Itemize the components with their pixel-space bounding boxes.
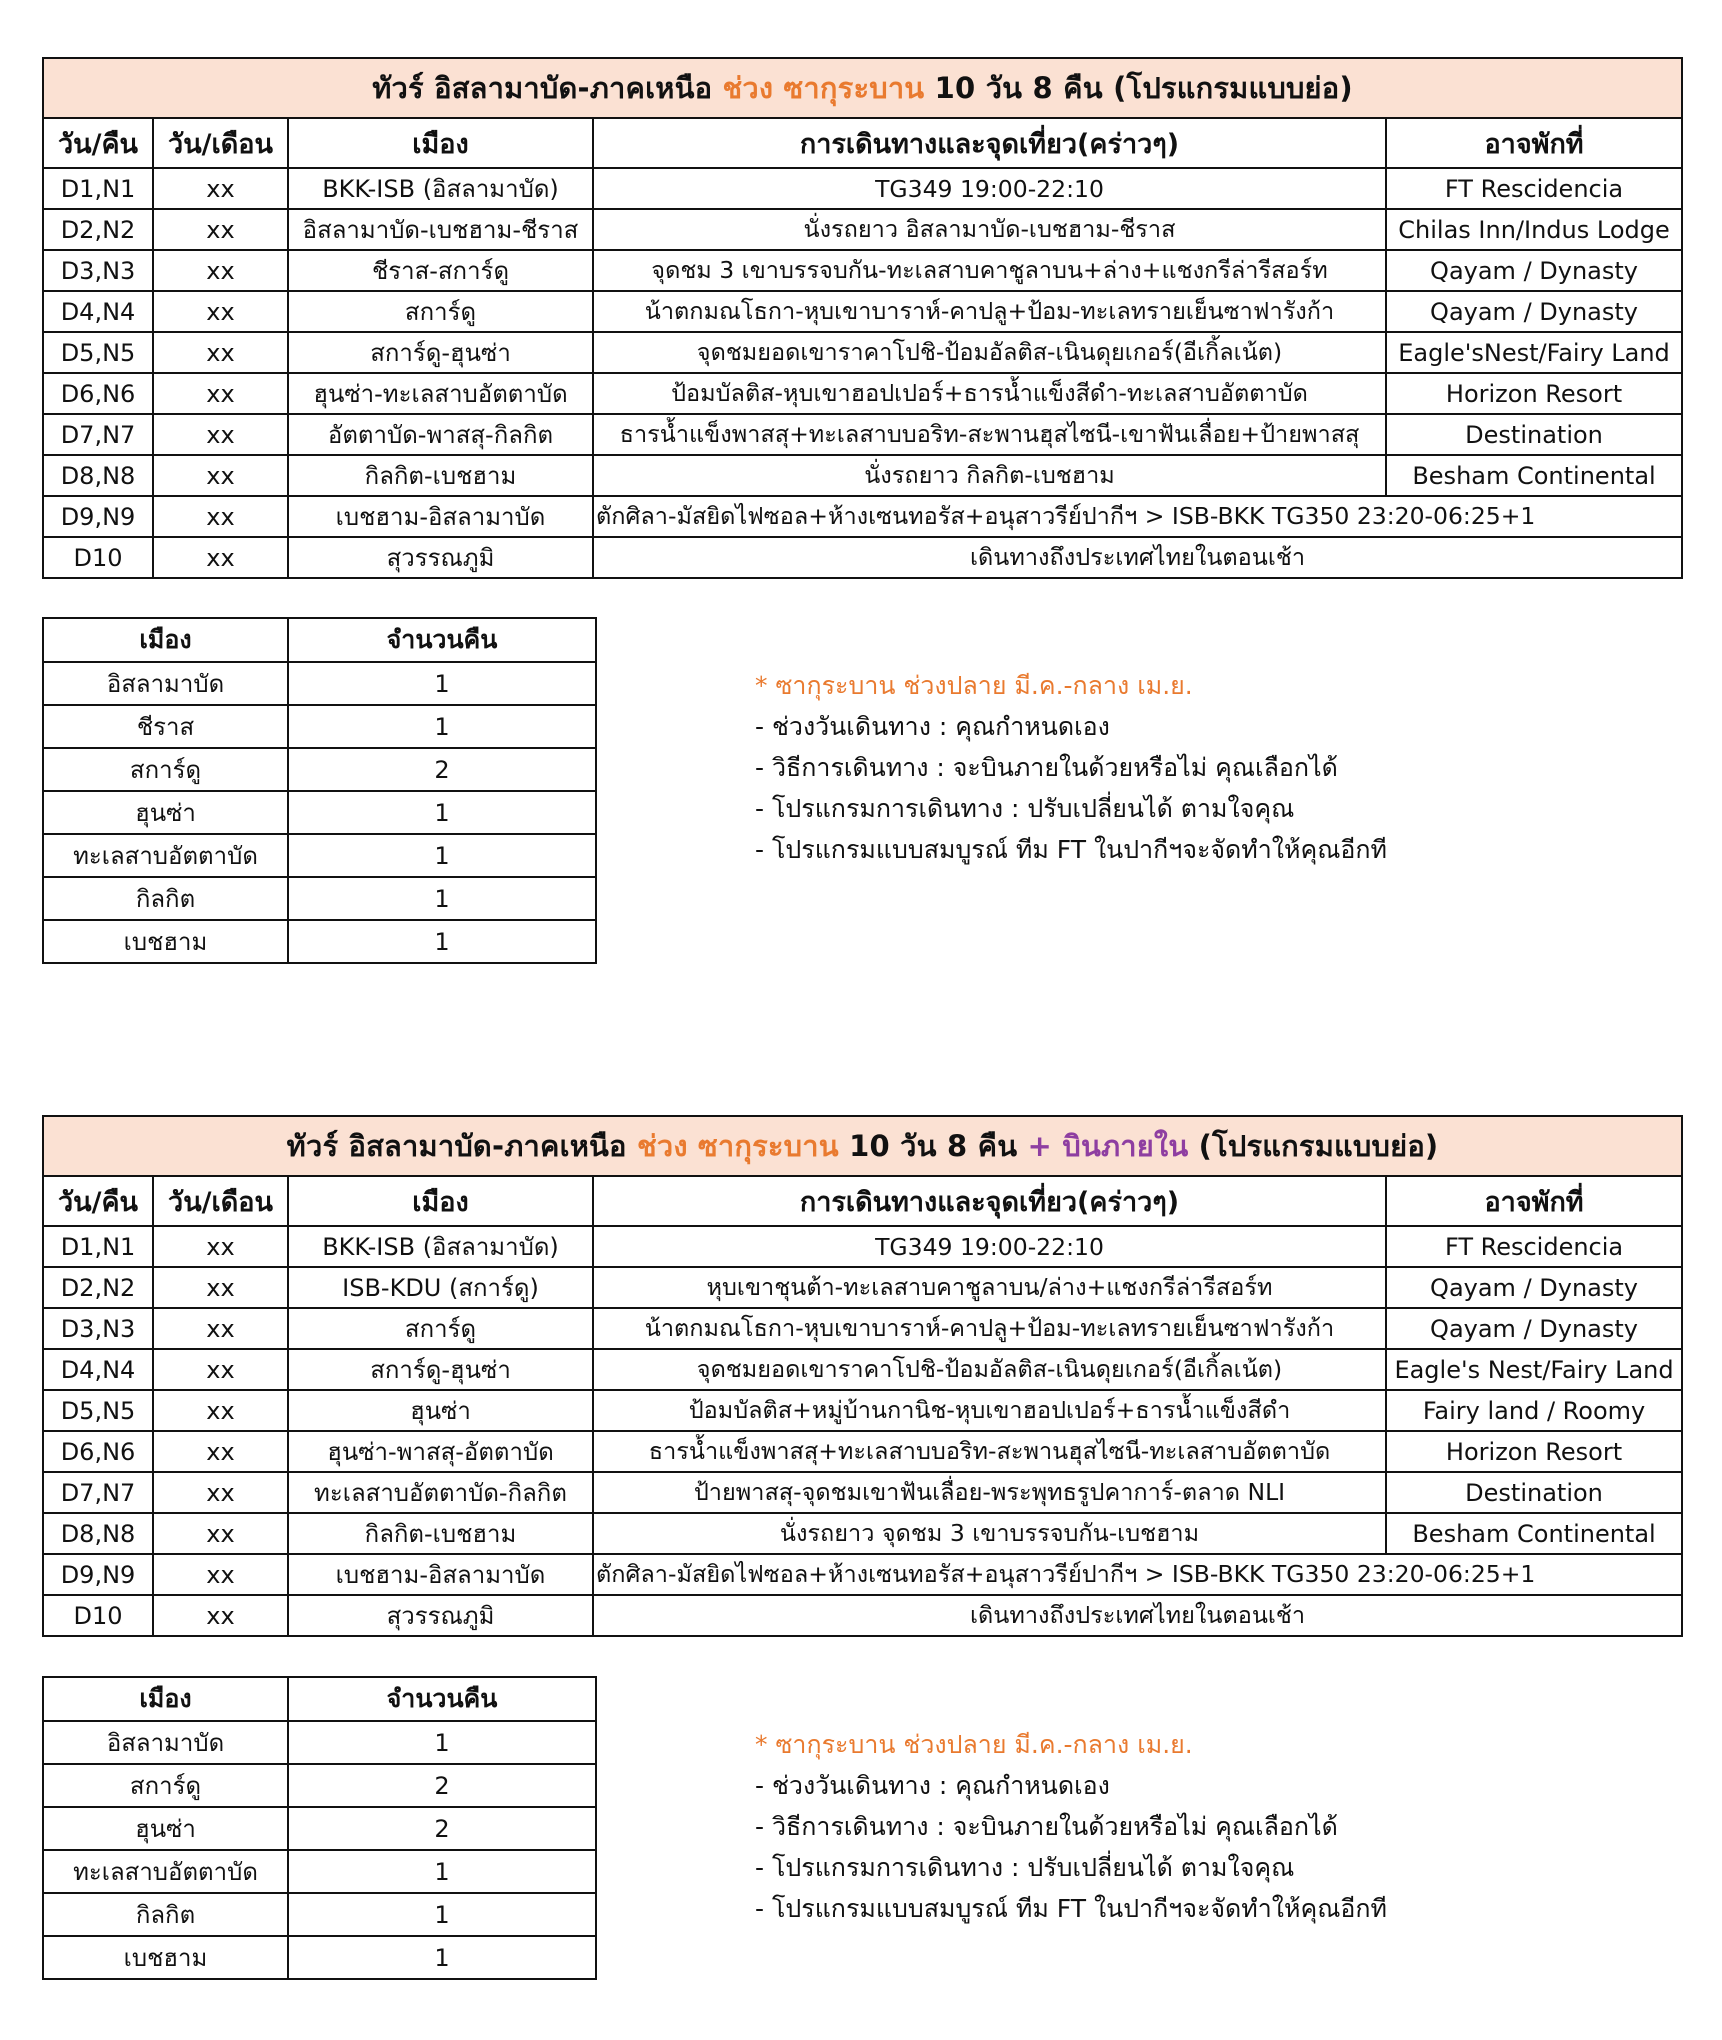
nights-count-cell: 1 [288,920,596,963]
nights-city-cell: เบชฮาม [43,1936,288,1979]
city-cell: ฮุนซ่า-ทะเลสาบอัตตาบัด [288,373,593,414]
city-cell: ฮุนซ่า [288,1390,593,1431]
note-line: * ซากุระบาน ช่วงปลาย มี.ค.-กลาง เม.ย. [755,1730,1193,1759]
date-cell: xx [153,1554,288,1595]
day-cell: D8,N8 [43,455,153,496]
day-cell: D1,N1 [43,168,153,209]
route-cell: ธารน้ำแข็งพาสสุ+ทะเลสาบบอริท-สะพานฮุสไซนี-ทะเลสาบอัตตาบัด [593,1431,1386,1472]
nights-count-cell: 1 [288,877,596,920]
city-cell: เบชฮาม-อิสลามาบัด [288,496,593,537]
table-row [43,1554,1682,1595]
city-cell: สุวรรณภูมิ [288,1595,593,1636]
hotel-cell: Qayam / Dynasty [1386,291,1682,332]
note-line: * ซากุระบาน ช่วงปลาย มี.ค.-กลาง เม.ย. [755,671,1193,700]
nights-city-cell: อิสลามาบัด [43,662,288,705]
nights-body [43,1721,596,1979]
hotel-cell: FT Rescidencia [1386,168,1682,209]
hotel-cell: Horizon Resort [1386,1431,1682,1472]
tour2-nights-table [42,1676,597,1980]
date-cell: xx [153,414,288,455]
day-cell: D4,N4 [43,291,153,332]
tour1-notes [755,665,1387,870]
hotel-cell: Horizon Resort [1386,373,1682,414]
nights-header-city: เมือง [43,618,288,662]
city-cell: กิลกิต-เบชฮาม [288,455,593,496]
date-cell: xx [153,250,288,291]
table-row [43,1472,1682,1513]
route-cell: ป้ายพาสสุ-จุดชมเขาฟันเลื่อย-พระพุทธรูปคาการ์-ตลาด NLI [593,1472,1386,1513]
day-cell: D3,N3 [43,1308,153,1349]
nights-count-cell: 2 [288,748,596,791]
city-cell: อิสลามาบัด-เบชฮาม-ชีราส [288,209,593,250]
day-cell: D7,N7 [43,414,153,455]
route-cell: ตักศิลา-มัสยิดไฟซอล+ห้างเซนทอรัส+อนุสาวรีย์ปากีฯ > ISB-BKK TG350 23:20-06:25+1 [593,1554,1682,1595]
nights-count-cell: 2 [288,1764,596,1807]
nights-header-city: เมือง [43,1677,288,1721]
table-row [43,791,596,834]
itinerary-table [42,1115,1683,1637]
tour1-itinerary [42,57,1681,579]
nights-city-cell: ฮุนซ่า [43,1807,288,1850]
route-cell: เดินทางถึงประเทศไทยในตอนเช้า [593,537,1682,578]
nights-body [43,662,596,963]
hotel-cell: FT Rescidencia [1386,1226,1682,1267]
table-row [43,877,596,920]
route-cell: เดินทางถึงประเทศไทยในตอนเช้า [593,1595,1682,1636]
table-row [43,1807,596,1850]
table-row [43,1513,1682,1554]
header-hotel: อาจพักที่ [1386,1176,1682,1226]
day-cell: D6,N6 [43,1431,153,1472]
day-cell: D9,N9 [43,1554,153,1595]
table-row [43,1764,596,1807]
hotel-cell: Qayam / Dynasty [1386,250,1682,291]
day-cell: D4,N4 [43,1349,153,1390]
route-cell: ป้อมบัลติส-หุบเขาฮอปเปอร์+ธารน้ำแข็งสีดำ-ทะเลสาบอัตตาบัด [593,373,1386,414]
table-row [43,332,1682,373]
city-cell: สการ์ดู [288,291,593,332]
nights-city-cell: กิลกิต [43,877,288,920]
table-row [43,920,596,963]
nights-count-cell: 1 [288,1850,596,1893]
hotel-cell: Destination [1386,1472,1682,1513]
city-cell: อัตตาบัด-พาสสุ-กิลกิต [288,414,593,455]
date-cell: xx [153,1431,288,1472]
table-row [43,1267,1682,1308]
city-cell: สการ์ดู-ฮุนซ่า [288,332,593,373]
day-cell: D9,N9 [43,496,153,537]
city-cell: BKK-ISB (อิสลามาบัด) [288,168,593,209]
note-line: - โปรแกรมแบบสมบูรณ์ ทีม FT ในปากีฯจะจัดทำให้คุณอีกที [755,835,1388,864]
route-cell: น้าตกมณโธกา-หุบเขาบาราห์-คาปลู+ป้อม-ทะเลทรายเย็นซาฟารังก้า [593,291,1386,332]
itinerary-body [43,1226,1682,1636]
table-row [43,705,596,748]
header-date: วัน/เดือน [153,118,288,168]
route-cell: น้าตกมณโธกา-หุบเขาบาราห์-คาปลู+ป้อม-ทะเลทรายเย็นซาฟารังก้า [593,1308,1386,1349]
table-row [43,662,596,705]
route-cell: นั่งรถยาว กิลกิต-เบชฮาม [593,455,1386,496]
nights-count-cell: 1 [288,1721,596,1764]
nights-city-cell: ทะเลสาบอัตตาบัด [43,1850,288,1893]
nights-header-count: จำนวนคืน [288,1677,596,1721]
nights-count-cell: 2 [288,1807,596,1850]
date-cell: xx [153,1472,288,1513]
tour1-nights-table [42,617,597,964]
hotel-cell: Chilas Inn/Indus Lodge [1386,209,1682,250]
table-row [43,1226,1682,1267]
nights-count-cell: 1 [288,705,596,748]
nights-city-cell: กิลกิต [43,1893,288,1936]
table-row [43,1390,1682,1431]
nights-header-count: จำนวนคืน [288,618,596,662]
nights-count-cell: 1 [288,662,596,705]
date-cell: xx [153,1595,288,1636]
date-cell: xx [153,537,288,578]
route-cell: จุดชมยอดเขาราคาโปชิ-ป้อมอัลติส-เนินดุยเกอร์(อีเกิ้ลเน้ต) [593,1349,1386,1390]
date-cell: xx [153,1267,288,1308]
header-row [43,118,1682,168]
table-row [43,250,1682,291]
nights-city-cell: ชีราส [43,705,288,748]
hotel-cell: Besham Continental [1386,455,1682,496]
itinerary-body [43,168,1682,578]
table-row [43,748,596,791]
nights-city-cell: อิสลามาบัด [43,1721,288,1764]
header-route: การเดินทางและจุดเที่ยว(คร่าวๆ) [593,118,1386,168]
table-row [43,1893,596,1936]
day-cell: D5,N5 [43,332,153,373]
day-cell: D5,N5 [43,1390,153,1431]
header-route: การเดินทางและจุดเที่ยว(คร่าวๆ) [593,1176,1386,1226]
city-cell: สการ์ดู-ฮุนซ่า [288,1349,593,1390]
day-cell: D6,N6 [43,373,153,414]
tour2-notes [755,1724,1387,1929]
note-line: - โปรแกรมการเดินทาง : ปรับเปลี่ยนได้ ตามใจคุณ [755,794,1295,823]
tour2-itinerary [42,1115,1681,1637]
hotel-cell: Qayam / Dynasty [1386,1308,1682,1349]
nights-header-row [43,618,596,662]
itinerary-table [42,57,1683,579]
day-cell: D10 [43,537,153,578]
date-cell: xx [153,1349,288,1390]
date-cell: xx [153,168,288,209]
table-row [43,1595,1682,1636]
date-cell: xx [153,1390,288,1431]
day-cell: D8,N8 [43,1513,153,1554]
route-cell: ป้อมบัลติส+หมู่บ้านกานิช-หุบเขาฮอปเปอร์+ธารน้ำแข็งสีดำ [593,1390,1386,1431]
city-cell: ทะเลสาบอัตตาบัด-กิลกิต [288,1472,593,1513]
day-cell: D1,N1 [43,1226,153,1267]
day-cell: D2,N2 [43,209,153,250]
nights-count-cell: 1 [288,834,596,877]
date-cell: xx [153,373,288,414]
table-row [43,1431,1682,1472]
note-line: - วิธีการเดินทาง : จะบินภายในด้วยหรือไม่ คุณเลือกได้ [755,1812,1338,1841]
table-row [43,1936,596,1979]
header-day: วัน/คืน [43,1176,153,1226]
nights-header-row [43,1677,596,1721]
day-cell: D3,N3 [43,250,153,291]
itinerary-title: ทัวร์ อิสลามาบัด-ภาคเหนือ ช่วง ซากุระบาน 10 วัน 8 คืน (โปรแกรมแบบย่อ) [43,58,1682,118]
hotel-cell: Fairy land / Roomy [1386,1390,1682,1431]
hotel-cell: Destination [1386,414,1682,455]
nights-city-cell: สการ์ดู [43,748,288,791]
note-line: - โปรแกรมการเดินทาง : ปรับเปลี่ยนได้ ตามใจคุณ [755,1853,1295,1882]
route-cell: TG349 19:00-22:10 [593,1226,1386,1267]
table-row [43,834,596,877]
header-row [43,1176,1682,1226]
city-cell: ฮุนซ่า-พาสสุ-อัตตาบัด [288,1431,593,1472]
city-cell: สุวรรณภูมิ [288,537,593,578]
hotel-cell: Eagle's Nest/Fairy Land [1386,1349,1682,1390]
nights-city-cell: เบชฮาม [43,920,288,963]
table-row [43,1349,1682,1390]
date-cell: xx [153,496,288,537]
table-row [43,373,1682,414]
table-row [43,455,1682,496]
route-cell: หุบเขาชุนต้า-ทะเลสาบคาชูลาบน/ล่าง+แชงกรีล่ารีสอร์ท [593,1267,1386,1308]
city-cell: สการ์ดู [288,1308,593,1349]
table-row [43,1308,1682,1349]
nights-count-cell: 1 [288,791,596,834]
header-date: วัน/เดือน [153,1176,288,1226]
nights-count-cell: 1 [288,1936,596,1979]
table-row [43,168,1682,209]
route-cell: นั่งรถยาว อิสลามาบัด-เบชฮาม-ชีราส [593,209,1386,250]
city-cell: กิลกิต-เบชฮาม [288,1513,593,1554]
date-cell: xx [153,332,288,373]
route-cell: TG349 19:00-22:10 [593,168,1386,209]
table-row [43,1721,596,1764]
date-cell: xx [153,209,288,250]
date-cell: xx [153,1226,288,1267]
city-cell: ISB-KDU (สการ์ดู) [288,1267,593,1308]
note-line: - ช่วงวันเดินทาง : คุณกำหนดเอง [755,712,1110,741]
hotel-cell: Besham Continental [1386,1513,1682,1554]
city-cell: BKK-ISB (อิสลามาบัด) [288,1226,593,1267]
date-cell: xx [153,291,288,332]
day-cell: D2,N2 [43,1267,153,1308]
table-row [43,414,1682,455]
table-row [43,209,1682,250]
nights-city-cell: ฮุนซ่า [43,791,288,834]
note-line: - ช่วงวันเดินทาง : คุณกำหนดเอง [755,1771,1110,1800]
route-cell: ตักศิลา-มัสยิดไฟซอล+ห้างเซนทอรัส+อนุสาวรีย์ปากีฯ > ISB-BKK TG350 23:20-06:25+1 [593,496,1682,537]
city-cell: เบชฮาม-อิสลามาบัด [288,1554,593,1595]
header-day: วัน/คืน [43,118,153,168]
nights-city-cell: สการ์ดู [43,1764,288,1807]
route-cell: จุดชม 3 เขาบรรจบกัน-ทะเลสาบคาชูลาบน+ล่าง+แชงกรีล่ารีสอร์ท [593,250,1386,291]
hotel-cell: Eagle'sNest/Fairy Land [1386,332,1682,373]
header-hotel: อาจพักที่ [1386,118,1682,168]
route-cell: ธารน้ำแข็งพาสสุ+ทะเลสาบบอริท-สะพานฮุสไซนี-เขาฟันเลื่อย+ป้ายพาสสุ [593,414,1386,455]
nights-city-cell: ทะเลสาบอัตตาบัด [43,834,288,877]
note-line: - วิธีการเดินทาง : จะบินภายในด้วยหรือไม่ คุณเลือกได้ [755,753,1338,782]
day-cell: D7,N7 [43,1472,153,1513]
note-line: - โปรแกรมแบบสมบูรณ์ ทีม FT ในปากีฯจะจัดทำให้คุณอีกที [755,1894,1388,1923]
route-cell: นั่งรถยาว จุดชม 3 เขาบรรจบกัน-เบชฮาม [593,1513,1386,1554]
route-cell: จุดชมยอดเขาราคาโปชิ-ป้อมอัลติส-เนินดุยเกอร์(อีเกิ้ลเน้ต) [593,332,1386,373]
nights-count-cell: 1 [288,1893,596,1936]
table-row [43,291,1682,332]
date-cell: xx [153,1513,288,1554]
date-cell: xx [153,1308,288,1349]
table-row [43,1850,596,1893]
city-cell: ชีราส-สการ์ดู [288,250,593,291]
day-cell: D10 [43,1595,153,1636]
table-row [43,537,1682,578]
header-city: เมือง [288,118,593,168]
table-row [43,496,1682,537]
date-cell: xx [153,455,288,496]
hotel-cell: Qayam / Dynasty [1386,1267,1682,1308]
header-city: เมือง [288,1176,593,1226]
itinerary-title: ทัวร์ อิสลามาบัด-ภาคเหนือ ช่วง ซากุระบาน 10 วัน 8 คืน + บินภายใน (โปรแกรมแบบย่อ) [43,1116,1682,1176]
